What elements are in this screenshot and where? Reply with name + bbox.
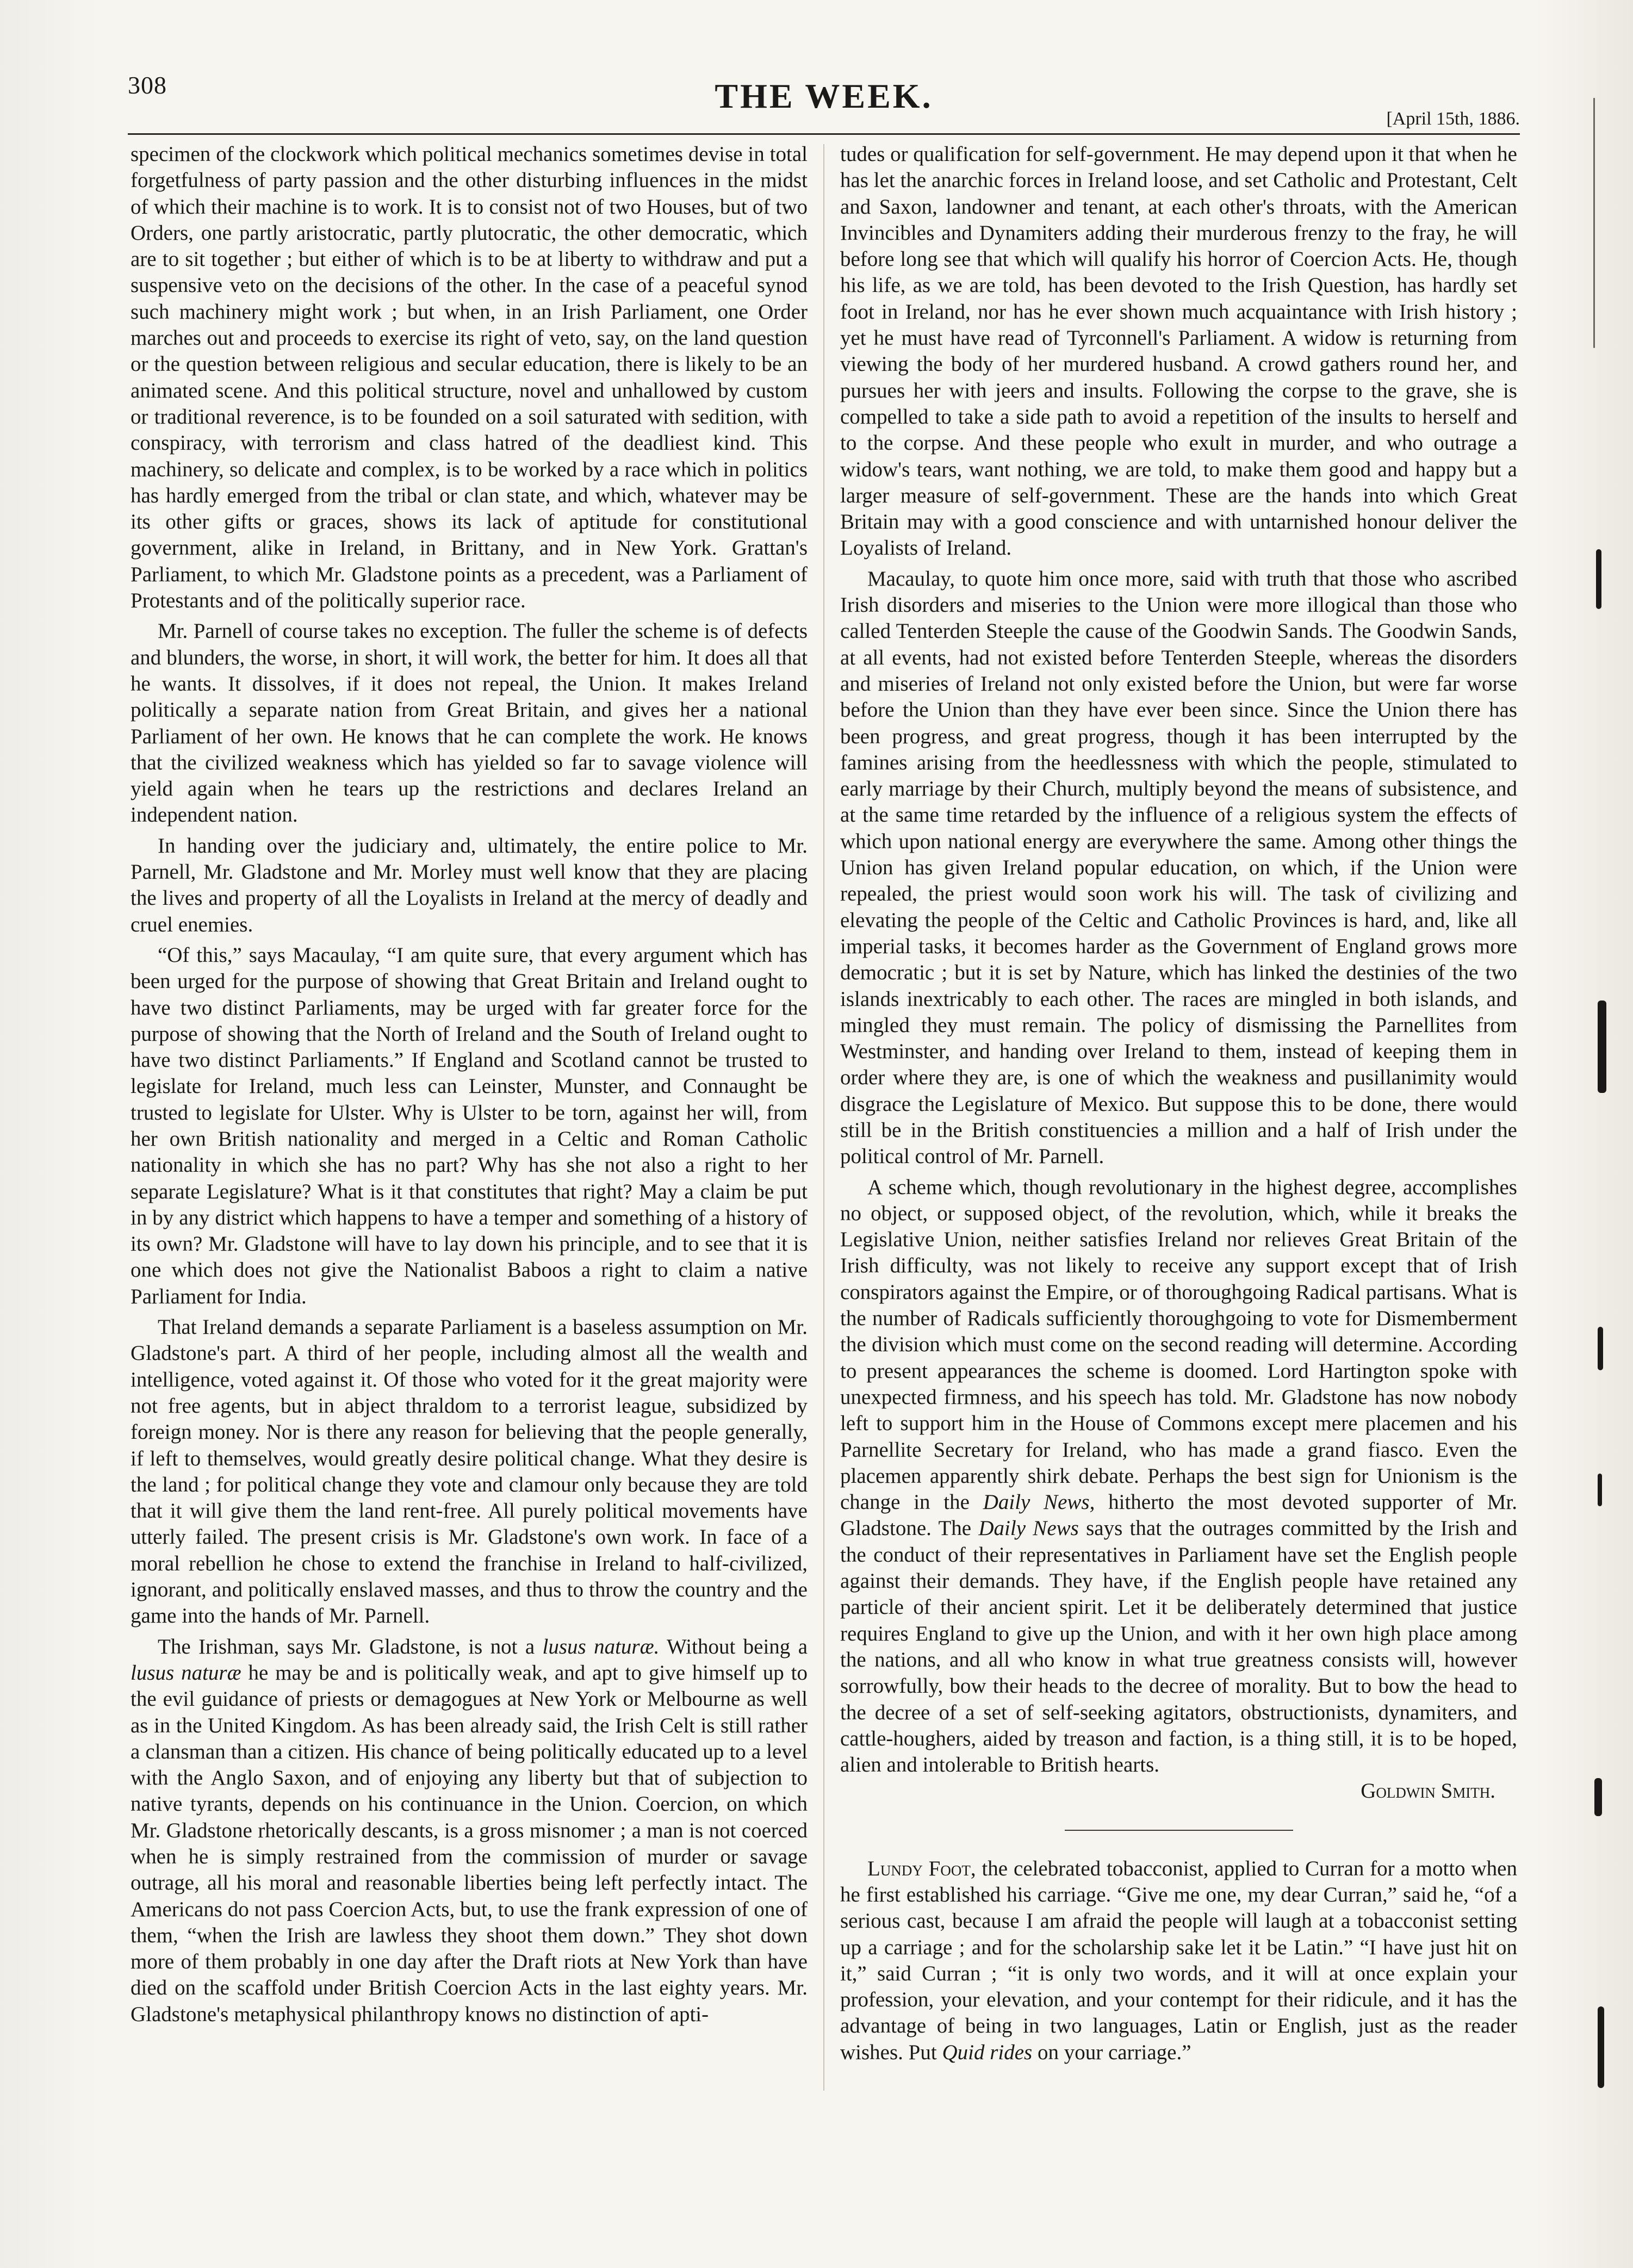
italic-phrase: lusus naturæ: [131, 1661, 241, 1685]
margin-fold-line: [1593, 98, 1595, 348]
paragraph: [131, 1634, 808, 2028]
page-number: 308: [128, 71, 167, 99]
section-separator: [1065, 1830, 1293, 1831]
anecdote-paragraph: [840, 1856, 1517, 2066]
margin-ink-mark: [1598, 2006, 1604, 2088]
author-signature: Goldwin Smith.: [1361, 1779, 1495, 1803]
paragraph: “Of this,” says Macaulay, “I am quite sure, that every argument which has been urged for the purpose of showing that Great Britain and Ireland ought to have two distinct Parliaments, may be urged with far greater force for the purpose of showing that the North of Ireland and the South of Ireland ought to have two distinct Parliaments.” If England and Scotland cannot be trusted to legislate for Ireland, much less can Leinster, Munster, and Connaught be trusted to legislate for Ulster. Why is Ulster to be torn, against her will, from her own British nationality and merged in a Celtic and Roman Catholic nationality in which she has no part? Why has she not also a right to her separate Legislature? What is it that constitutes that right? May a claim be put in by any district which happens to have a temper and something of a history of its own? Mr. Gladstone will have to lay down his principle, and to see that it is one which does not give the Nationalist Baboos a right to claim a native Parliament for India.: [131, 943, 808, 1308]
paragraph: tudes or qualification for self-government. He may depend upon it that when he has let the anarchic forces in Ireland loose, and set Catholic and Protestant, Celt and Saxon, landowner and tenant, at each other's throats, with the American Invincibles and Dynamiters adding their murderous frenzy to the fray, he will before long see that which will qualify his horror of Coercion Acts. He, though his life, as we are told, has been devoted to the Irish Question, has hardly set foot in Ireland, nor has he ever shown much acquaintance with Irish history ; yet he must have read of Tyrconnell's Parliament. A widow is returning from viewing the body of her murdered husband. A crowd gathers round her, and pursues her with jeers and insults. Following the corpse to the grave, she is compelled to take a side path to avoid a repetition of the insults to herself and to the corpse. And these people who exult in murder, and who outrage a widow's tears, want nothing, we are told, to make them good and happy but a larger measure of self-government. These are the hands into which Great Britain may with a good conscience and with untarnished honour deliver the Loyalists of Ireland.: [840, 142, 1517, 560]
margin-ink-mark: [1598, 1474, 1602, 1506]
margin-ink-mark: [1598, 1001, 1606, 1093]
right-column: [840, 141, 1517, 2066]
issue-date: [April 15th, 1886.: [1386, 109, 1520, 129]
masthead-title: THE WEEK.: [715, 77, 933, 115]
anecdote-lead-name: Lundy Foot,: [867, 1856, 976, 1880]
text-run: The Irishman, says Mr. Gladstone, is not a: [158, 1635, 543, 1658]
text-run: says that the outrages committed by the Irish and the conduct of their representatives in Parliament have set the English people against their demands. They have, if the English people have retained any particle of their ancient spirit. Let it be deliberately determined that justice requires England to give up the Union, and with it her own high place among the nations, and all who know in what true greatness consists will, however sorrowfully, bow their heads to the decree of morality. But to bow the head to the decree of a set of self-seeking agitators, obstructionists, dynamiters, and cattle-houghers, aided by treason and faction, is a thing still, it is to be hoped, alien and intolerable to British hearts.: [840, 1517, 1517, 1777]
text-run: he may be and is politically weak, and apt to give himself up to the evil guidance of priests or demagogues at New York or Melbourne as well as in the United Kingdom. As has been already said, the Irish Celt is still rather a clansman than a citizen. His chance of being politically educated up to a level with the Anglo Saxon, and of enjoying any liberty but that of subjection to native tyrants, depends on his continuance in the Union. Coercion, on which Mr. Gladstone rhetorically descants, is a gross misnomer ; a man is not coerced when he is simply restrained from the commission of murder or savage outrage, all his moral and reasonable liberties being left perfectly intact. The Americans do not pass Coercion Acts, but, to use the frank expression of one of them, “when the Irish are lawless they shoot them down.” They shot down more of them probably in one day after the Draft riots at New York than have died on the scaffold under British Coercion Acts in the last eighty years. Mr. Gladstone's metaphysical philanthropy knows no distinction of apti-: [131, 1661, 808, 2026]
column-divider: [823, 144, 824, 2091]
page-header: [128, 71, 1520, 131]
italic-phrase: Daily News: [978, 1517, 1079, 1540]
margin-ink-mark: [1594, 1778, 1602, 1816]
text-run: the celebrated tobacconist, applied to Curran for a motto when he first established his carriage. “Give me one, my dear Curran,” said he, “of a serious cast, because I am afraid the people will laugh at a tobacconist setting up a carriage ; and for the scholarship sake let it be Latin.” “I have just hit on it,” said Curran ; “it is only two words, and it will at once explain your profession, your elevation, and your contempt for their ridicule, and it has the advantage of being in two languages, Latin or English, just as the reader wishes. Put: [840, 1856, 1517, 2064]
margin-ink-mark: [1596, 549, 1601, 609]
italic-phrase: Daily News,: [983, 1490, 1095, 1514]
paragraph: That Ireland demands a separate Parliament is a baseless assumption on Mr. Gladstone's part. A third of her people, including almost all the wealth and intelligence, voted against it. Of those who voted for it the great majority were not free agents, but in abject thraldom to a terrorist league, subsidized by foreign money. Nor is there any reason for believing that the people generally, if left to themselves, would greatly desire political change. What they desire is the land ; for political change they vote and clamour only because they are told that it will give them the land rent-free. All purely political movements have utterly failed. The present crisis is Mr. Gladstone's own work. In face of a moral rebellion he chose to extend the franchise in Ireland to half-civilized, ignorant, and politically enslaved masses, and thus to throw the country and the game into the hands of Mr. Parnell.: [131, 1315, 808, 1628]
left-column: [131, 141, 808, 2028]
text-run: A scheme which, though revolutionary in the highest degree, accomplishes no object, or supposed object, of the revolution, which, while it breaks the Legislative Union, neither satisfies Ireland nor relieves Great Britain of the Irish difficulty, was not likely to receive any support except that of Irish conspirators against the Empire, or of thoroughgoing Radical partisans. What is the number of Radicals sufficiently thoroughgoing to vote for Dismemberment the division which must come on the second reading will determine. According to present appearances the scheme is doomed. Lord Hartington spoke with unexpected firmness, and his speech has told. Mr. Gladstone has now nobody left to support him in the House of Commons except mere placemen and his Parnellite Secretary for Ireland, who has made a grand fiasco. Even the placemen apparently shirk debate. Perhaps the best sign for Unionism is the change in the: [840, 1175, 1517, 1514]
text-run: on your carriage.”: [1032, 2040, 1191, 2064]
italic-phrase: lusus naturæ.: [542, 1635, 660, 1658]
paragraph: [840, 1175, 1517, 1779]
text-run: Without being a: [659, 1635, 808, 1658]
paragraph: Macaulay, to quote him once more, said with truth that those who ascribed Irish disorders and miseries to the Union were more illogical than those who called Tenterden Steeple the cause of the Goodwin Sands. The Goodwin Sands, at all events, had not existed before Tenterden Steeple, whereas the disorders and miseries of Ireland not only existed before the Union, but were far worse before the Union than they have ever been since. Since the Union there has been progress, and great progress, though it has been interrupted by the famines arising from the heedlessness with which the people, stimulated to early marriage by their Church, multiply beyond the means of subsistence, and at the same time retarded by the influence of a religious system the effects of which upon national energy are everywhere the same. Among other things the Union has given Ireland popular education, on which, if the Union were repealed, the priest would soon work his will. The task of civilizing and elevating the people of the Celtic and Catholic Provinces is hard, and, like all imperial tasks, it becomes harder as the Government of England grows more democratic ; but it is set by Nature, which has linked the destinies of the two islands inextricably to each other. The races are mingled in both islands, and mingled they must remain. The policy of dismissing the Parnellites from Westminster, and handing over Ireland to them, instead of keeping them in order where they are, is one of which the weakness and pusillanimity would disgrace the Legislature of Mexico. But suppose this to be done, there would still be in the British constituencies a million and a half of Irish under the political control of Mr. Parnell.: [840, 567, 1517, 1169]
paragraph: specimen of the clockwork which political mechanics sometimes devise in total forgetfulness of party passion and the other disturbing influences in the midst of which their machine is to work. It is to consist not of two Houses, but of two Orders, one partly aristocratic, partly plutocratic, the other democratic, which are to sit together ; but either of which is to be at liberty to withdraw and put a suspensive veto on the decisions of the other. In the case of a peaceful synod such machinery might work ; but when, in an Irish Parliament, one Order marches out and proceeds to exercise its right of veto, say, on the land question or the question between religious and secular education, there is likely to be an animated scene. And this political structure, novel and unhallowed by custom or traditional reverence, is to be founded on a soil saturated with sedition, with conspiracy, with terrorism and class hatred of the deadliest kind. This machinery, so delicate and complex, is to be worked by a race which in politics has hardly emerged from the tribal or clan state, and which, whatever may be its other gifts or graces, shows its lack of aptitude for constitutional government, alike in Ireland, in Brittany, and in New York. Grattan's Parliament, to which Mr. Gladstone points as a precedent, was a Parliament of Protestants and of the politically superior race.: [131, 142, 808, 613]
italic-phrase: Quid rides: [942, 2040, 1033, 2064]
paragraph: In handing over the judiciary and, ultimately, the entire police to Mr. Parnell, Mr. Gladstone and Mr. Morley must well know that they are placing the lives and property of all the Loyalists in Ireland at the mercy of deadly and cruel enemies.: [131, 834, 808, 936]
text-run: hitherto the most devoted supporter of Mr. Gladstone. The: [840, 1490, 1517, 1540]
paragraph: Mr. Parnell of course takes no exception. The fuller the scheme is of defects and blunders, the worse, in short, it will work, the better for him. It does all that he wants. It dissolves, if it does not repeal, the Union. It makes Ireland politically a separate nation from Great Britain, and gives her a national Parliament of her own. He knows that he can complete the work. He knows that the civilized weakness which has yielded so far to savage violence will yield again when he tears up the restrictions and declares Ireland an independent nation.: [131, 619, 808, 827]
margin-ink-mark: [1598, 1327, 1603, 1370]
header-rule: [128, 133, 1520, 135]
